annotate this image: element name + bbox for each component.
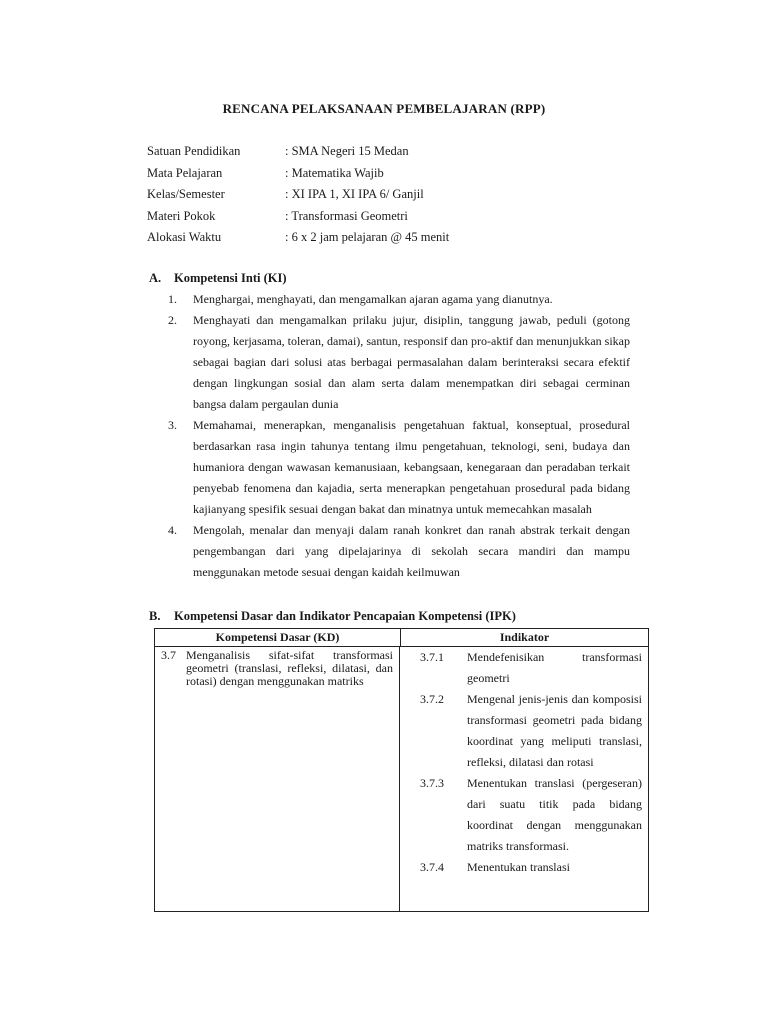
indikator-number: 3.7.4 [420, 860, 444, 874]
identity-value: : Matematika Wajib [285, 165, 384, 180]
section-title: Kompetensi Inti (KI) [174, 271, 287, 285]
identity-label: Materi Pokok [147, 208, 216, 223]
list-text: Memahamai, menerapkan, menganalisis pengetahuan faktual, konseptual, prosedural berdasarkan rasa ingin tahunya tentang ilmu pengetahuan, teknologi, seni, budaya dan humaniora dengan wawasan kemanusiaan, kebangsaan, kenegaraan dan peradaban terkait penyebab fenomena dan kajadia, serta menerapkan pengetahuan prosedural pada bidang kajianyang spesifik sesuai dengan bakat dan minatnya untuk memecahkan masalah [193, 418, 630, 516]
table-header-row [155, 629, 648, 647]
section-letter: B. [149, 609, 161, 623]
identity-value: : Transformasi Geometri [285, 208, 408, 223]
list-text: Menghayati dan mengamalkan prilaku jujur, disiplin, tanggung jawab, peduli (gotong royong, kerjasama, toleran, damai), santun, responsif dan pro-aktif dan menunjukkan sikap sebagai bagian dari solusi atas berbagai permasalahan dalam berinteraksi secara efektif dengan lingkungan sosial dan alam serta dalam menempatkan diri sebagai cerminan bangsa dalam pergaulan dunia [193, 313, 630, 411]
column-header-kd: Kompetensi Dasar (KD) [155, 629, 401, 646]
kd-text: Menganalisis sifat-sifat transformasi geometri (translasi, refleksi, dilatasi, dan rotasi) dengan menggunakan matriks [186, 648, 393, 688]
identity-row [147, 163, 449, 185]
indikator-number: 3.7.3 [420, 776, 444, 790]
kd-cell [155, 647, 400, 912]
list-number: 1. [168, 292, 177, 306]
section-a-heading [149, 271, 287, 286]
identity-label: Kelas/Semester [147, 187, 225, 202]
list-item [168, 289, 630, 310]
list-item [168, 415, 630, 520]
identity-row [147, 206, 449, 228]
ki-list [168, 289, 630, 583]
indikator-text: Menentukan translasi (pergeseran) dari suatu titik pada bidang koordinat dengan menggunakan matriks transformasi. [467, 776, 642, 853]
section-letter: A. [149, 271, 162, 285]
identity-label: Mata Pelajaran [147, 165, 223, 180]
identity-value: : XI IPA 1, XI IPA 6/ Ganjil [285, 187, 424, 202]
indikator-item [420, 647, 642, 689]
identity-value: : SMA Negeri 15 Medan [285, 144, 409, 159]
indikator-number: 3.7.1 [420, 650, 444, 664]
identity-row [147, 184, 449, 206]
indikator-item [420, 857, 642, 878]
indikator-item [420, 773, 642, 857]
indikator-text: Menentukan translasi [467, 860, 570, 874]
kd-indikator-table [154, 628, 649, 912]
table-row [155, 647, 648, 912]
list-item [168, 520, 630, 583]
column-header-indikator: Indikator [499, 630, 550, 644]
identity-block [147, 141, 449, 249]
indikator-number: 3.7.2 [420, 692, 444, 706]
indikator-item [420, 689, 642, 773]
identity-row [147, 141, 449, 163]
list-item [168, 310, 630, 415]
list-number: 4. [168, 523, 177, 537]
indikator-text: Mengenal jenis-jenis dan komposisi transformasi geometri pada bidang koordinat yang meliputi translasi, refleksi, dilatasi dan rotasi [467, 692, 642, 769]
list-text: Menghargai, menghayati, dan mengamalkan ajaran agama yang dianutnya. [193, 292, 553, 306]
indikator-cell [400, 647, 648, 912]
list-number: 2. [168, 313, 177, 327]
section-title: Kompetensi Dasar dan Indikator Pencapaian Kompetensi (IPK) [174, 609, 516, 623]
document-title: RENCANA PELAKSANAAN PEMBELAJARAN (RPP) [222, 101, 546, 116]
indikator-text: Mendefenisikan transformasi geometri [467, 650, 642, 685]
identity-label: Satuan Pendidikan [147, 144, 241, 159]
kd-number: 3.7 [161, 648, 176, 662]
section-b-heading [149, 609, 516, 624]
list-text: Mengolah, menalar dan menyaji dalam ranah konkret dan ranah abstrak terkait dengan pengembangan dari yang dipelajarinya di sekolah secara mandiri dan mampu menggunakan metode sesuai dengan kaidah keilmuwan [193, 523, 630, 579]
identity-label: Alokasi Waktu [147, 230, 222, 245]
list-number: 3. [168, 418, 177, 432]
identity-value: : 6 x 2 jam pelajaran @ 45 menit [285, 230, 450, 245]
identity-row [147, 227, 449, 249]
